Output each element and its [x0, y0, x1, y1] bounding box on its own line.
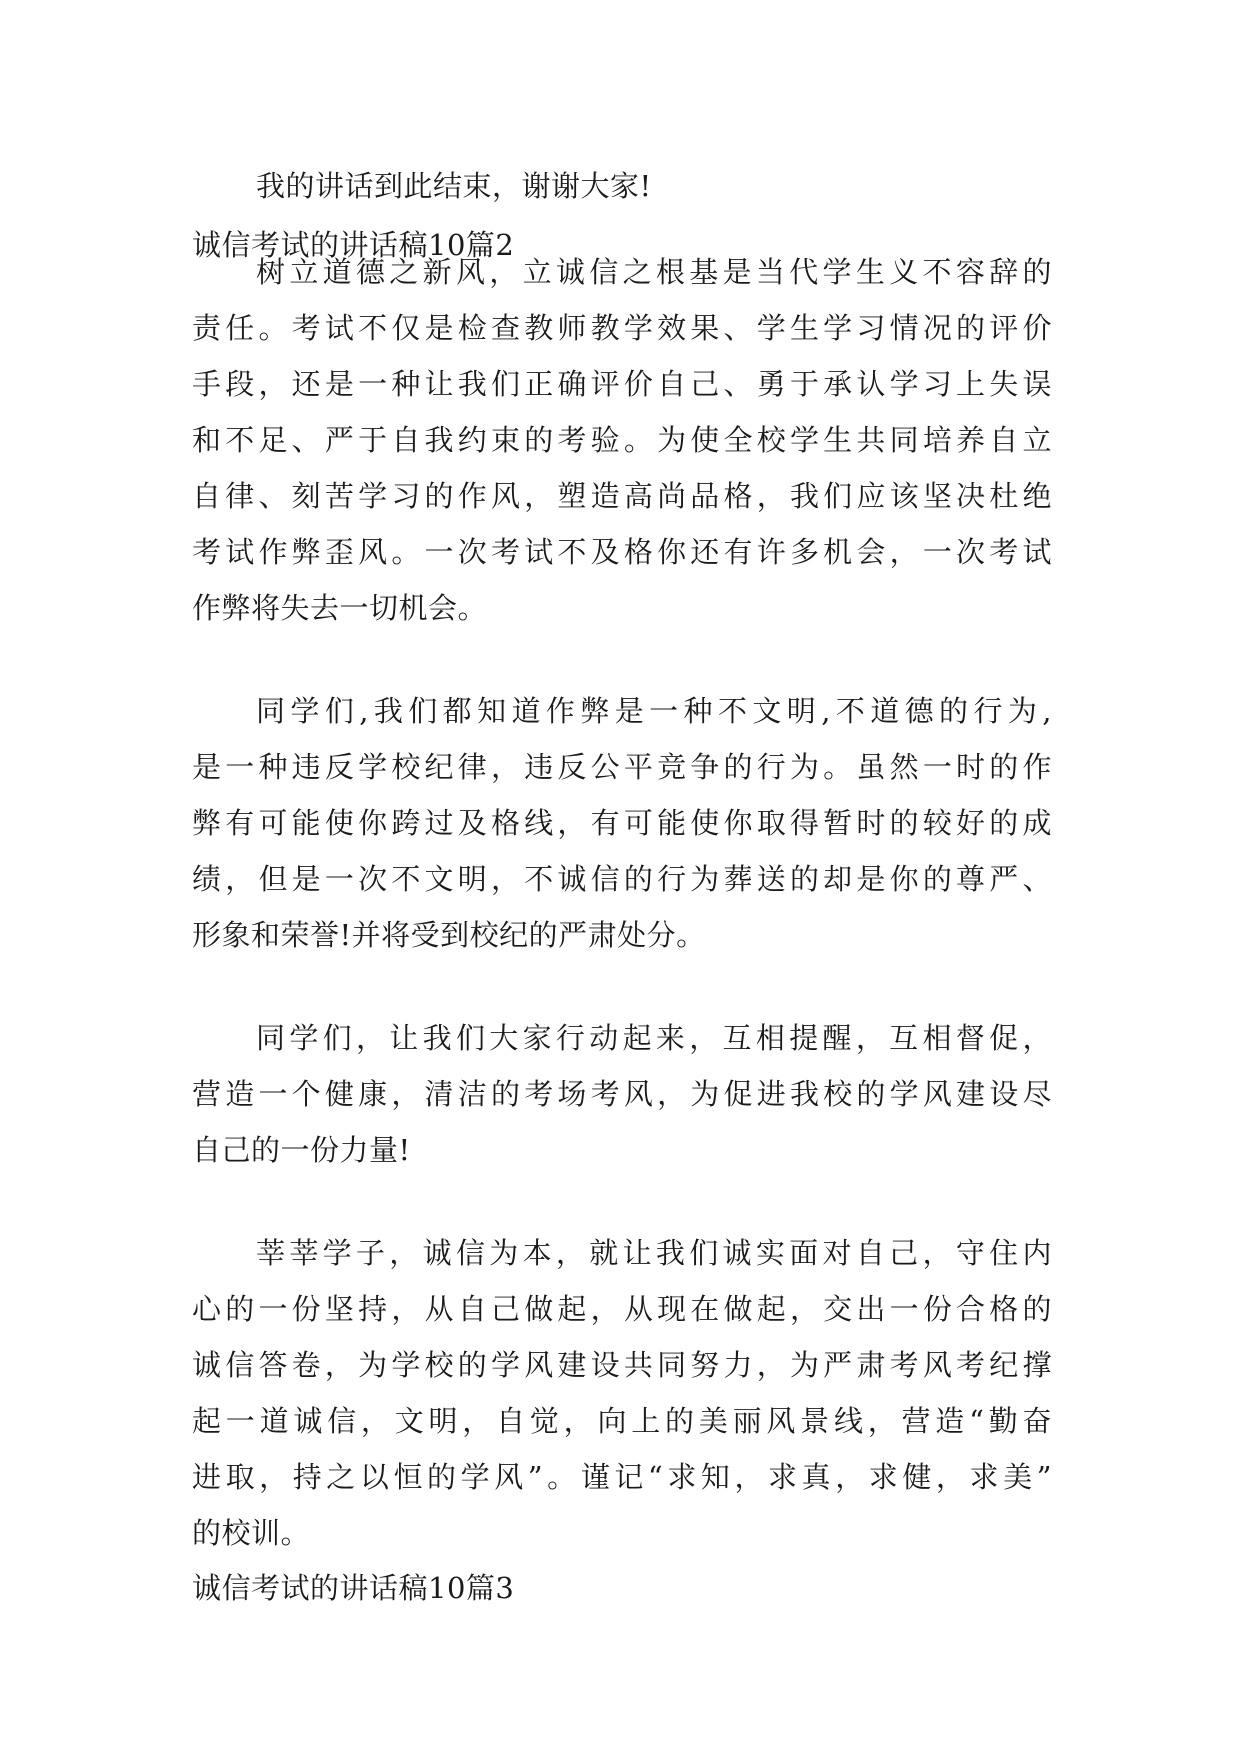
paragraph-1-line-4: 和不足、严于自我约束的考验。为使全校学生共同培养自立 [192, 423, 1052, 457]
paragraph-2-line-1: 同学们,我们都知道作弊是一种不文明,不道德的行为, [256, 694, 1052, 728]
paragraph-1-line-3: 手段，还是一种让我们正确评价自己、勇于承认学习上失误 [192, 367, 1052, 401]
section-2-title: 诚信考试的讲话稿10篇2 [192, 228, 515, 262]
section-3-title: 诚信考试的讲话稿10篇3 [192, 1571, 515, 1605]
paragraph-2-line-5: 形象和荣誉!并将受到校纪的严肃处分。 [192, 918, 706, 952]
paragraph-3-line-2: 营造一个健康，清洁的考场考风，为促进我校的学风建设尽 [192, 1077, 1052, 1111]
paragraph-1-line-2: 责任。考试不仅是检查教师教学效果、学生学习情况的评价 [192, 311, 1052, 345]
paragraph-1-line-1: 树立道德之新风，立诚信之根基是当代学生义不容辞的 [256, 255, 1052, 289]
paragraph-2-line-2: 是一种违反学校纪律，违反公平竞争的行为。虽然一时的作 [192, 750, 1052, 784]
paragraph-1-line-6: 考试作弊歪风。一次考试不及格你还有许多机会，一次考试 [192, 535, 1052, 569]
paragraph-3-line-3: 自己的一份力量! [192, 1133, 411, 1167]
paragraph-4-line-3: 诚信答卷，为学校的学风建设共同努力，为严肃考风考纪撑 [192, 1348, 1052, 1382]
paragraph-4-line-2: 心的一份坚持，从自己做起，从现在做起，交出一份合格的 [192, 1292, 1052, 1326]
closing-line: 我的讲话到此结束，谢谢大家! [256, 169, 652, 203]
paragraph-1-line-5: 自律、刻苦学习的作风，塑造高尚品格，我们应该坚决杜绝 [192, 479, 1052, 513]
paragraph-2-line-4: 绩，但是一次不文明，不诚信的行为葬送的却是你的尊严、 [192, 862, 1052, 896]
paragraph-4-line-5: 进取，持之以恒的学风”。谨记“求知，求真，求健，求美” [192, 1460, 1052, 1494]
paragraph-4-line-4: 起一道诚信，文明，自觉，向上的美丽风景线，营造“勤奋 [192, 1404, 1052, 1438]
paragraph-3-line-1: 同学们，让我们大家行动起来，互相提醒，互相督促， [256, 1021, 1052, 1055]
paragraph-2-line-3: 弊有可能使你跨过及格线，有可能使你取得暂时的较好的成 [192, 806, 1052, 840]
paragraph-1-line-7: 作弊将失去一切机会。 [192, 591, 488, 625]
paragraph-4-line-1: 莘莘学子，诚信为本，就让我们诚实面对自己，守住内 [256, 1236, 1052, 1270]
paragraph-4-line-6: 的校训。 [192, 1516, 311, 1550]
